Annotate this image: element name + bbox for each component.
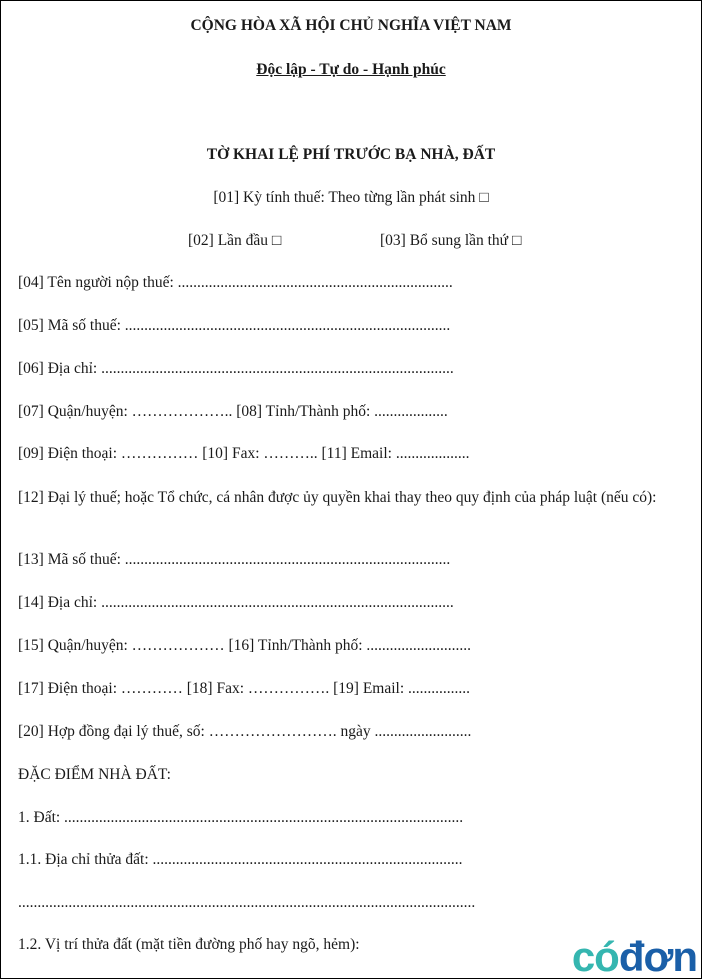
form-title: TỜ KHAI LỆ PHÍ TRƯỚC BẠ NHÀ, ĐẤT <box>206 146 496 163</box>
land-address-continuation: ...................................................................................................................... <box>18 894 476 911</box>
section-heading: ĐẶC ĐIỂM NHÀ ĐẤT: <box>18 766 171 783</box>
land-address-field: 1.1. Địa chỉ thửa đất: ................................................................................ <box>18 851 463 868</box>
codon-logo <box>571 933 697 979</box>
field-05: [05] Mã số thuế: .................................................................................... <box>18 317 451 334</box>
land-position-field: 1.2. Vị trí thửa đất (mặt tiền đường phố hay ngõ, hẻm): <box>18 936 360 953</box>
land-field: 1. Đất: ....................................................................................................... <box>18 809 464 826</box>
field-02: [02] Lần đầu □ <box>188 232 282 249</box>
field-20: [20] Hợp đồng đại lý thuế, số: ……………………. ngày ......................... <box>18 723 472 740</box>
field-04: [04] Tên người nộp thuế: ....................................................................... <box>18 274 453 291</box>
motto-text: Độc lập - Tự do - Hạnh phúc <box>256 61 446 78</box>
field-17-19: [17] Điện thoại: ………… [18] Fax: ……………. [19] Email: ................ <box>18 680 471 697</box>
field-12: [12] Đại lý thuế; hoặc Tổ chức, cá nhân được ủy quyền khai thay theo quy định của pháp luật (nếu có): <box>18 489 657 506</box>
field-06: [06] Địa chỉ: ........................................................................................... <box>18 360 454 377</box>
logo-part-2: đơn <box>618 933 697 979</box>
field-15-16: [15] Quận/huyện: ……………… [16] Tỉnh/Thành phố: ........................... <box>18 637 472 654</box>
field-03: [03] Bổ sung lần thứ □ <box>380 232 522 249</box>
motto <box>1 59 701 80</box>
field-13: [13] Mã số thuế: .................................................................................... <box>18 551 451 568</box>
country-heading: CỘNG HÒA XÃ HỘI CHỦ NGHĨA VIỆT NAM <box>190 17 512 34</box>
logo-part-1: có <box>571 933 619 979</box>
field-09-11: [09] Điện thoại: …………… [10] Fax: ……….. [11] Email: ................... <box>18 445 470 462</box>
field-07-08: [07] Quận/huyện: ……………….. [08] Tỉnh/Thành phố: ................... <box>18 403 448 420</box>
field-14: [14] Địa chỉ: ........................................................................................... <box>18 594 454 611</box>
field-01: [01] Kỳ tính thuế: Theo từng lần phát sinh □ <box>213 189 489 206</box>
